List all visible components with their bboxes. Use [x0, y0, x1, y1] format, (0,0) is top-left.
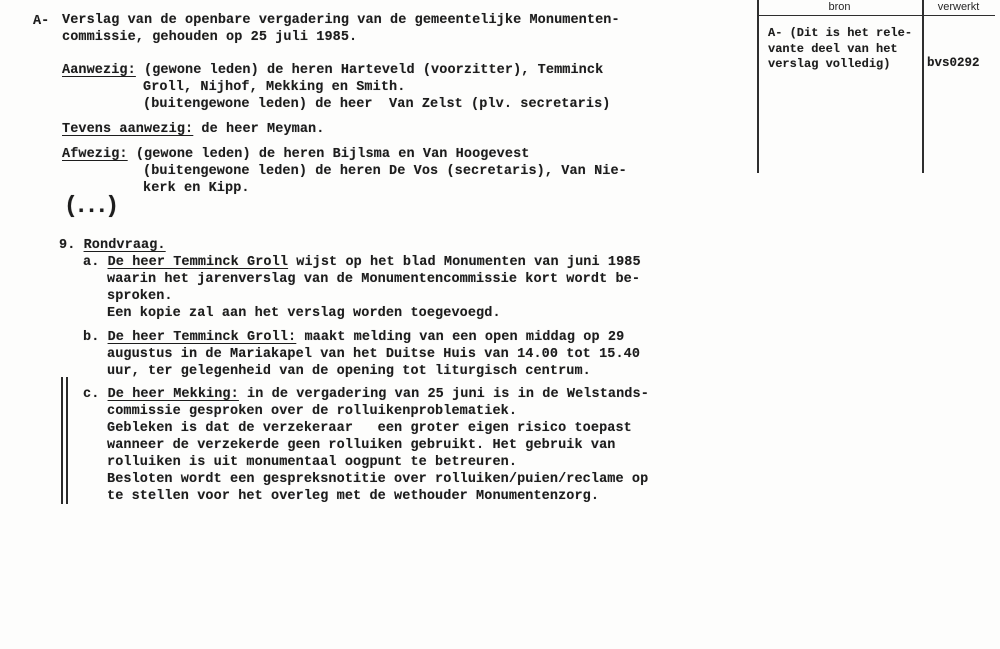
section-number: 9. [59, 238, 84, 253]
attendance-present-line-2: Groll, Nijhof, Mekking en Smith. [143, 80, 406, 95]
item-a-lead: De heer Temminck Groll [107, 255, 289, 270]
item-c-lead: De heer Mekking: [107, 387, 239, 402]
item-b-lead: De heer Temminck Groll: [107, 330, 297, 345]
item-b-line-3: uur, ter gelegenheid van de opening tot liturgisch centrum. [107, 364, 591, 379]
present-text: (gewone leden) de heren Harteveld (voorzitter), Temminck [135, 63, 604, 78]
also-present-text: de heer Meyman. [193, 122, 325, 137]
stamp-table-left-border [757, 0, 759, 173]
header-line-2: commissie, gehouden op 25 juli 1985. [62, 30, 358, 45]
stamp-table-header-bron: bron [828, 0, 851, 13]
attendance-also-present-line [62, 121, 324, 138]
item-c-line-5: rolluiken is uit monumentaal oogpunt te betreuren. [107, 455, 518, 470]
section-title: Rondvraag. [83, 238, 166, 253]
item-c-line-6: Besloten wordt een gespreksnotitie over rolluiken/puien/reclame op [107, 472, 649, 487]
attendance-present-line [62, 62, 603, 79]
attendance-present-line-3: (buitengewone leden) de heer Van Zelst (plv. secretaris) [143, 97, 611, 112]
item-c-rest: in de vergadering van 25 juni is in de Welstands- [238, 387, 649, 402]
stamp-table-verwerkt-value: bvs0292 [927, 56, 980, 70]
omission-ellipsis: (...) [64, 193, 116, 219]
stamp-table-column-divider [922, 0, 924, 173]
section-9-heading [59, 237, 166, 254]
absent-text: (gewone leden) de heren Bijlsma en Van Hoogevest [127, 147, 530, 162]
item-a-line-2: waarin het jarenverslag van de Monumentencommissie kort wordt be- [107, 272, 641, 287]
item-b-rest: maakt melding van een open middag op 29 [296, 330, 625, 345]
bron-note-line-3: verslag volledig) [768, 57, 891, 71]
item-a-rest: wijst op het blad Monumenten van juni 1985 [288, 255, 641, 270]
stamp-table [757, 0, 1000, 173]
revision-bar-right [66, 377, 68, 504]
item-b-line-1 [83, 329, 624, 346]
absent-label: Afwezig: [62, 147, 128, 162]
bron-note-line-1: A- (Dit is het rele- [768, 26, 913, 40]
attendance-absent-line-2: (buitengewone leden) de heren De Vos (secretaris), Van Nie- [143, 164, 627, 179]
stamp-table-header-verwerkt: verwerkt [937, 0, 980, 13]
item-a-line-3: sproken. [107, 289, 173, 304]
stamp-table-bron-note [768, 26, 912, 73]
item-b-line-2: augustus in de Mariakapel van het Duitse Huis van 14.00 tot 15.40 [107, 347, 641, 362]
item-c-line-4: wanneer de verzekerde geen rolluiken gebruikt. Het gebruik van [107, 438, 616, 453]
attendance-absent-line-3: kerk en Kipp. [143, 181, 250, 196]
item-b-letter: b. [83, 330, 108, 345]
margin-marker: A- [33, 14, 50, 29]
also-present-label: Tevens aanwezig: [62, 122, 194, 137]
header-line-1: Verslag van de openbare vergadering van de gemeentelijke Monumenten- [62, 13, 620, 28]
revision-bar-left [61, 377, 63, 504]
present-label: Aanwezig: [62, 63, 136, 78]
item-c-line-2: commissie gesproken over de rolluikenproblematiek. [107, 404, 518, 419]
item-a-line-4: Een kopie zal aan het verslag worden toegevoegd. [107, 306, 501, 321]
item-c-line-3: Gebleken is dat de verzekeraar een groter eigen risico toepast [107, 421, 632, 436]
item-a-letter: a. [83, 255, 108, 270]
stamp-table-header-rule [757, 15, 995, 17]
attendance-absent-line [62, 146, 530, 163]
bron-note-line-2: vante deel van het [768, 41, 898, 56]
item-c-letter: c. [83, 387, 108, 402]
item-c-line-7: te stellen voor het overleg met de wethouder Monumentenzorg. [107, 489, 600, 504]
item-a-line-1 [83, 254, 641, 271]
item-c-line-1 [83, 386, 649, 403]
